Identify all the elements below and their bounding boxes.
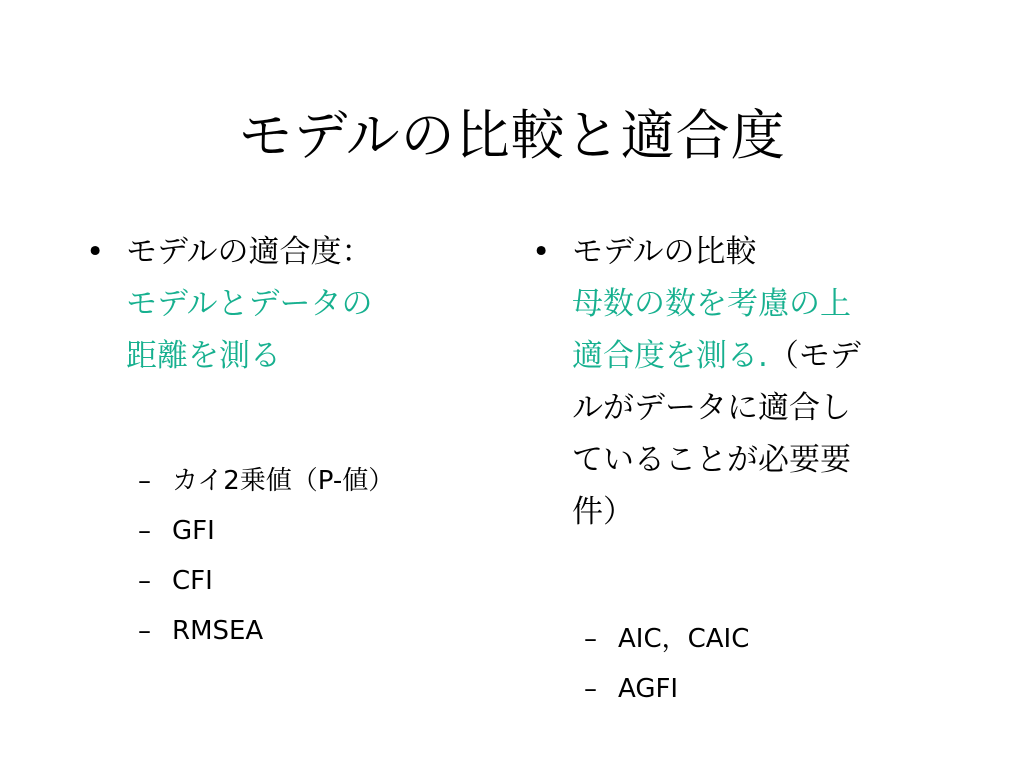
right-body-line: 件）	[572, 494, 634, 530]
list-item-text: AGFI	[618, 674, 679, 704]
right-accent-line: 母数の数を考慮の上	[572, 286, 851, 322]
left-metric-list	[84, 456, 484, 656]
dash-icon: –	[138, 616, 151, 646]
list-item	[584, 614, 950, 664]
list-item-text: CFI	[172, 566, 213, 596]
right-column	[530, 226, 950, 714]
bullet-icon: •	[532, 234, 551, 270]
right-body-line: （モデ	[767, 338, 861, 374]
slide-title: モデルの比較と適合度	[238, 104, 786, 167]
list-item-text: GFI	[172, 516, 215, 546]
list-item-text: AIC，CAIC	[618, 624, 750, 654]
list-item-text: RMSEA	[172, 616, 264, 646]
right-bullet	[530, 226, 950, 278]
left-column	[84, 226, 484, 656]
left-accent-line: 距離を測る	[126, 338, 281, 374]
list-item	[138, 606, 484, 656]
right-mixed-line	[530, 330, 950, 382]
dash-icon: –	[138, 516, 151, 546]
right-body-line: ていることが必要要	[572, 442, 851, 478]
dash-icon: –	[138, 566, 151, 596]
list-item	[138, 456, 484, 506]
left-accent-line: モデルとデータの	[126, 286, 373, 322]
right-body-line: ルがデータに適合し	[572, 390, 851, 426]
left-bullet-text: モデルの適合度：	[126, 234, 373, 270]
right-bullet-text: モデルの比較	[572, 234, 757, 270]
list-item	[138, 556, 484, 606]
right-accent-line: 適合度を測る.	[572, 338, 768, 374]
dash-icon: –	[584, 624, 597, 654]
dash-icon: –	[584, 674, 597, 704]
left-bullet	[84, 226, 484, 278]
list-item-text: カイ2乗値（P-値）	[172, 466, 395, 496]
bullet-icon: •	[86, 234, 105, 270]
dash-icon: –	[138, 466, 151, 496]
list-item	[584, 664, 950, 714]
list-item	[138, 506, 484, 556]
right-metric-list	[530, 614, 950, 714]
